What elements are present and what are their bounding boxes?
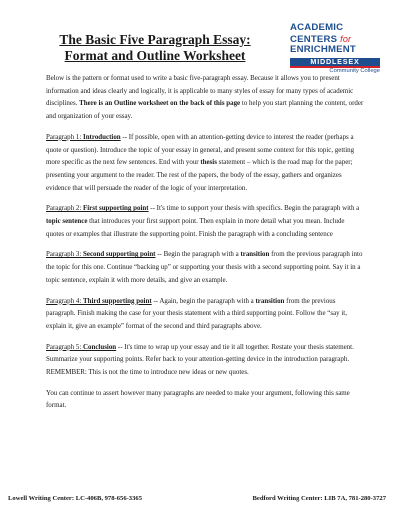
p4-text: -- Again, begin the paragraph with a — [151, 296, 256, 305]
p3-text: -- Begin the paragraph with a — [155, 250, 241, 259]
page-title — [30, 32, 280, 64]
p2-text: -- It's time to support your thesis with specifics. Begin the paragraph with a — [148, 204, 360, 213]
title-line-2: Format and Outline Worksheet — [64, 48, 246, 63]
intro-text-end: to help you start planning the content, order and organization of your essay. — [46, 99, 364, 121]
title-line-1: The Basic Five Paragraph Essay: — [59, 32, 251, 47]
footer-lowell: Lowell Writing Center: LC-406B, 978-656-3365 — [8, 495, 142, 502]
academic-centers-logo — [290, 23, 380, 73]
intro-text: Below is the pattern or format used to write a basic five-paragraph essay. Because it allows you to present information and ideas clearly and logically, it is applicable to many styles of essay for many types of academic disciplines. — [46, 74, 354, 108]
p1-bold: thesis — [200, 158, 217, 167]
paragraph-2 — [46, 202, 364, 240]
paragraph-4 — [46, 295, 364, 333]
logo-line-1: ACADEMIC — [290, 22, 344, 33]
p3-text-end: from the previous paragraph into the topic for this one. Continue “backing up” or supporting your thesis with a second supporting point. Say it in a topic sentence, explain it with more details, and give an example. — [46, 250, 363, 284]
footer — [8, 495, 392, 502]
intro-bold-note: There is an Outline worksheet on the back of this page — [79, 99, 241, 108]
p4-bold: transition — [255, 296, 285, 305]
p2-bold: topic sentence — [46, 217, 88, 226]
p1-label: Paragraph 1: — [46, 132, 83, 141]
logo-middlesex-bar: MIDDLESEX — [290, 58, 380, 69]
p1-text: -- If possible, open with an attention-getting device to interest the reader (perhaps a quote or question). Introduce the topic of your essay in general, and present some context for this topic, getting more specific as the next few sentences. End with your — [46, 132, 355, 167]
p4-label: Paragraph 4: — [46, 296, 83, 305]
p3-heading: Second supporting point — [83, 250, 156, 259]
p3-bold: transition — [240, 250, 270, 259]
closing-paragraph: You can continue to assert however many paragraphs are needed to make your argument, following this same format. — [46, 388, 350, 410]
document-body — [46, 72, 364, 420]
paragraph-1 — [46, 131, 364, 195]
p1-heading: Introduction — [83, 132, 121, 141]
p4-heading: Third supporting point — [83, 296, 152, 305]
paragraph-3 — [46, 248, 364, 286]
p5-heading: Conclusion — [83, 342, 117, 351]
p5-text: -- It's time to wrap up your essay and tie it all together. Restate your thesis statement. Summarize your supporting points. Refer back to your attention-getting device in the introduction paragraph. REMEMBER: This is not the time to introduce new ideas or new quotes. — [46, 342, 354, 377]
p3-label: Paragraph 3: — [46, 250, 83, 259]
logo-centers: CENTERS — [290, 33, 338, 45]
p4-text-end: from the previous paragraph. Finish making the case for your thesis statement with a third supporting point. Follow the “say it, explain it, give an example” format of the second and third paragraphs above. — [46, 296, 347, 330]
logo-for: for — [340, 33, 352, 44]
paragraph-5 — [46, 341, 364, 379]
p5-label: Paragraph 5: — [46, 342, 83, 351]
intro-paragraph — [46, 72, 364, 123]
logo-subtitle: Community College — [329, 68, 380, 74]
logo-line-3: ENRICHMENT — [290, 44, 356, 55]
p1-text-end: statement – which is the road map for the paper; presenting your argument to the reader. The rest of the papers, the body of the essay, gathers and organizes evidence that will persuade the reader of the logic of your interpretation. — [46, 158, 353, 192]
p2-heading: First supporting point — [83, 204, 149, 213]
p2-label: Paragraph 2: — [46, 204, 83, 213]
p2-text-end: that introduces your first support point. Then explain in more detail what you mean. Include quotes or examples that illustrate the supporting point. Finish the paragraph with a concluding sentence — [46, 217, 345, 238]
footer-bedford: Bedford Writing Center: LIB 7A, 781-280-3727 — [252, 495, 386, 502]
